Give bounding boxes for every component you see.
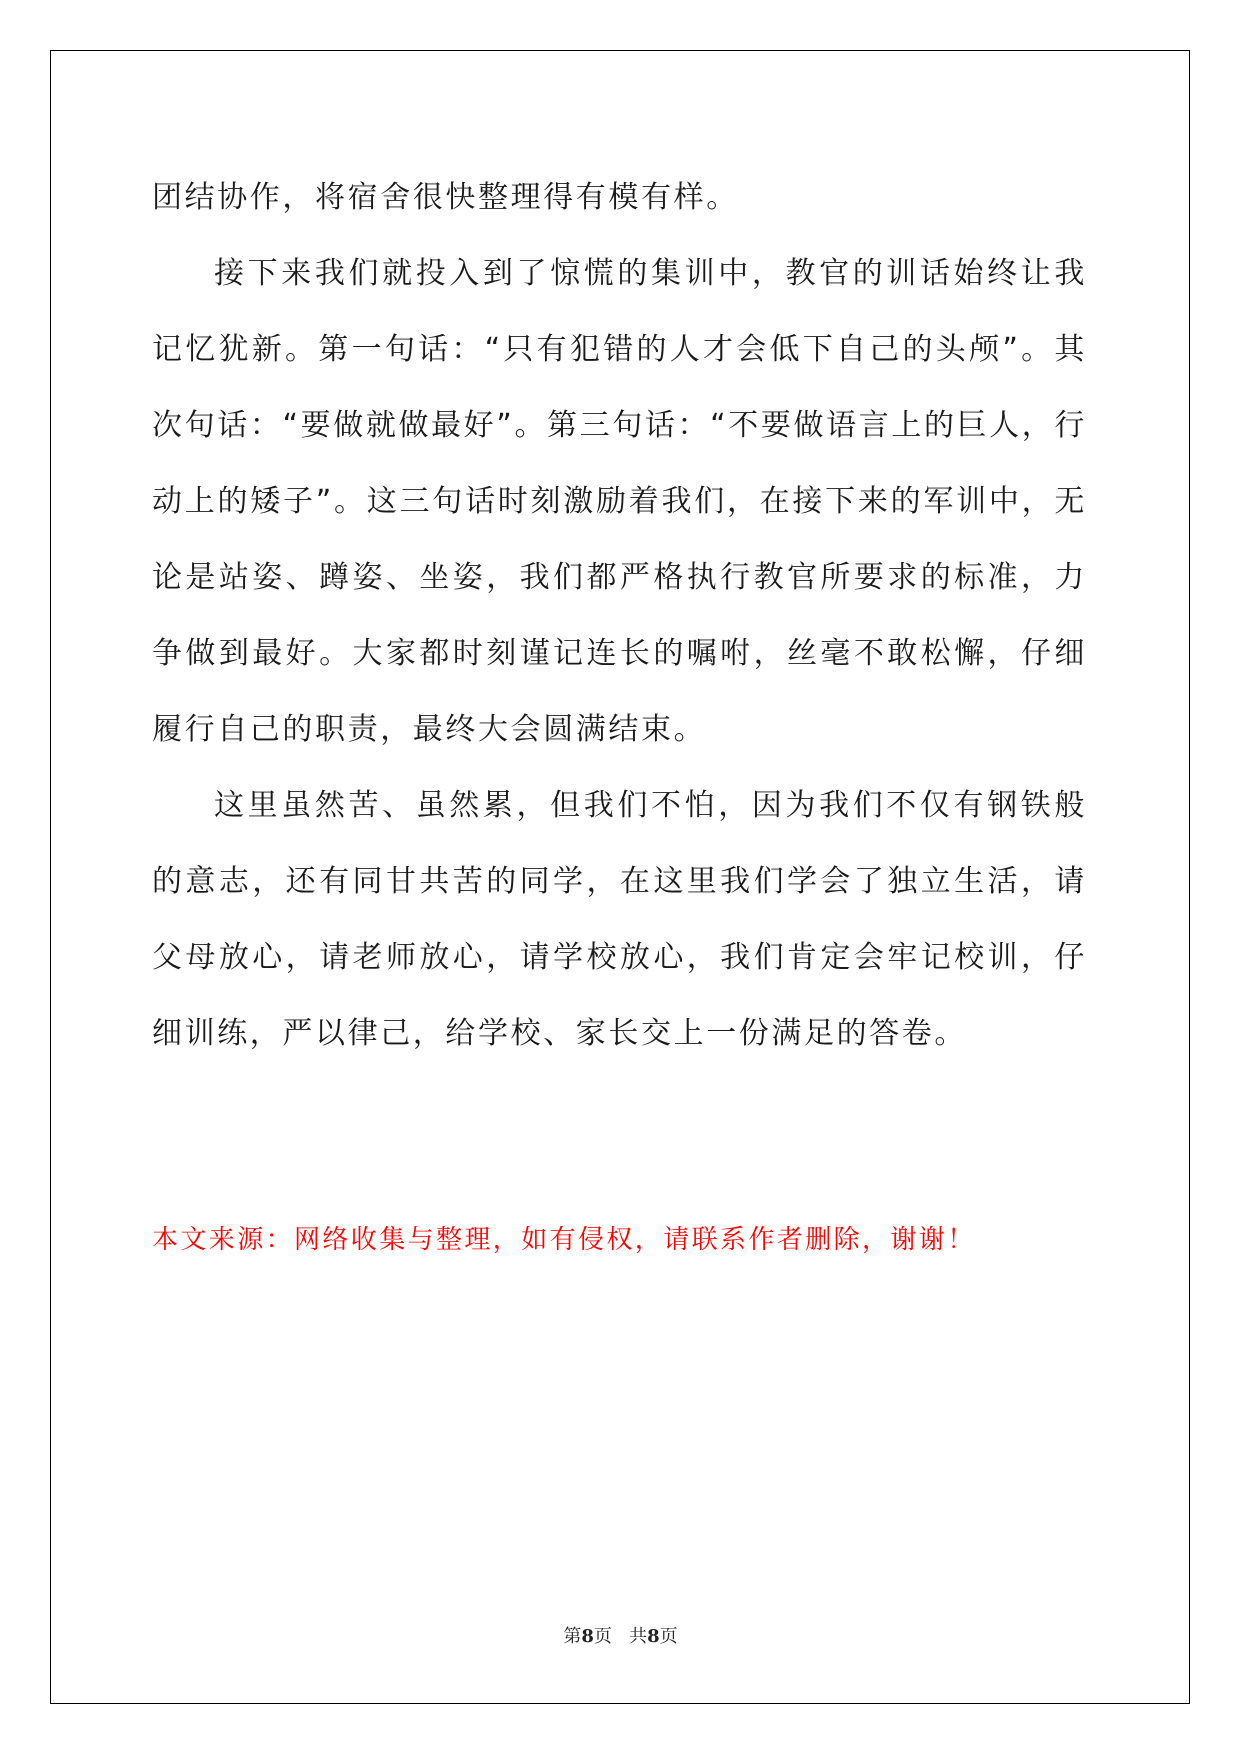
paragraph-1: 团结协作，将宿舍很快整理得有模有样。 [152,180,739,215]
page-prefix: 第 [563,1626,582,1647]
paragraph-3: 这里虽然苦、虽然累，但我们不怕，因为我们不仅有钢铁般的意志，还有同甘共苦的同学，在这里我们学会了独立生活，请父母放心，请老师放心，请学校放心，我们肯定会牢记校训，仔细训练，严以律己，给学校、家长交上一份满足的答卷。 [152,788,1087,1051]
document-body [152,160,1087,1072]
total-prefix: 共 [629,1626,648,1647]
total-pages-number: 8 [647,1626,660,1647]
page-suffix: 页 [593,1626,612,1647]
source-disclaimer: 本文来源：网络收集与整理，如有侵权，请联系作者删除，谢谢！ [152,1225,976,1255]
total-suffix: 页 [659,1626,678,1647]
paragraph-2: 接下来我们就投入到了惊慌的集训中，教官的训话始终让我记忆犹新。第一句话：“只有犯错的人才会低下自己的头颅”。其次句话：“要做就做最好”。第三句话：“不要做语言上的巨人，行动上的矮子”。这三句话时刻激励着我们，在接下来的军训中，无论是站姿、蹲姿、坐姿，我们都严格执行教官所要求的标准，力争做到最好。大家都时刻谨记连长的嘱咐，丝毫不敢松懈，仔细履行自己的职责，最终大会圆满结束。 [152,256,1087,747]
current-page-number: 8 [581,1626,594,1647]
page-number-footer [0,1622,1241,1648]
